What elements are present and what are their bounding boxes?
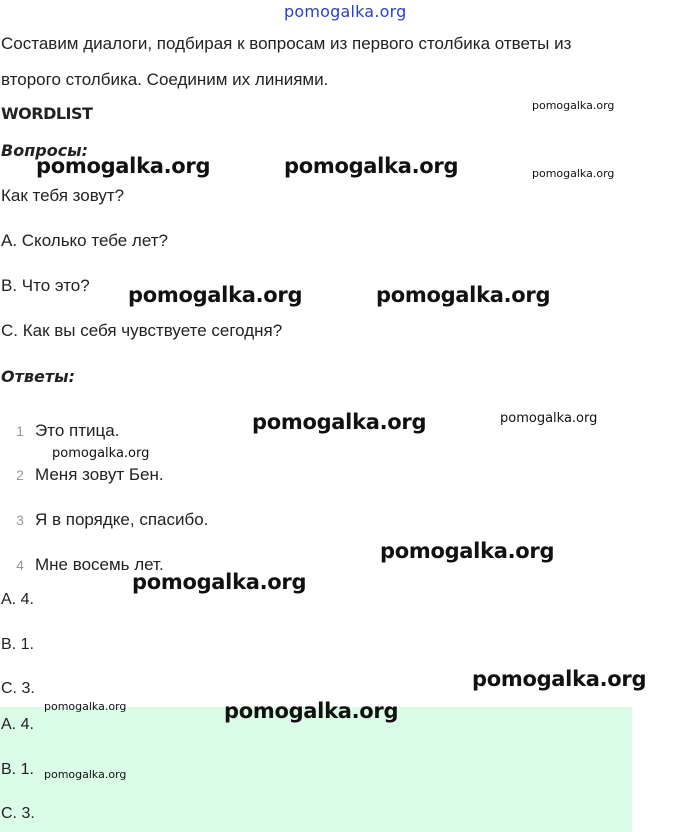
answers-heading: Ответы: <box>1 367 75 386</box>
watermark: pomogalka.org <box>472 667 647 691</box>
watermark: pomogalka.org <box>44 768 127 781</box>
questions-heading: Вопросы: <box>1 141 89 160</box>
answer-text: Это птица. <box>35 421 120 440</box>
solution-match-item: B. 1. <box>1 761 34 778</box>
watermark: pomogalka.org <box>380 539 555 563</box>
match-item: B. 1. <box>1 636 34 653</box>
site-header-link[interactable]: pomogalka.org <box>284 2 407 21</box>
match-item: A. 4. <box>1 591 34 608</box>
watermark: pomogalka.org <box>252 410 427 434</box>
solution-match-item: A. 4. <box>1 716 34 733</box>
task-intro-line-2: второго столбика. Соединим их линиями. <box>1 70 329 89</box>
wordlist-heading: WORDLIST <box>1 104 93 123</box>
question-item: A. Сколько тебе лет? <box>1 231 168 250</box>
watermark: pomogalka.org <box>532 99 615 112</box>
question-item: B. Что это? <box>1 276 90 295</box>
match-item: C. 3. <box>1 680 35 697</box>
watermark: pomogalka.org <box>132 570 307 594</box>
watermark: pomogalka.org <box>500 411 598 426</box>
answer-item <box>0 465 300 487</box>
answer-text: Меня зовут Бен. <box>35 465 164 484</box>
watermark: pomogalka.org <box>224 699 399 723</box>
task-intro-line-1: Составим диалоги, подбирая к вопросам из первого столбика ответы из <box>1 34 572 53</box>
watermark: pomogalka.org <box>128 283 303 307</box>
watermark: pomogalka.org <box>376 283 551 307</box>
answer-number: 4 <box>16 557 24 573</box>
watermark: pomogalka.org <box>52 446 150 461</box>
answer-number: 1 <box>16 423 24 439</box>
watermark: pomogalka.org <box>532 167 615 180</box>
watermark: pomogalka.org <box>36 154 211 178</box>
watermark: pomogalka.org <box>44 700 127 713</box>
answer-text: Я в порядке, спасибо. <box>35 510 209 529</box>
question-item: C. Как вы себя чувствуете сегодня? <box>1 321 283 340</box>
answer-text: Мне восемь лет. <box>35 555 164 574</box>
answer-number: 2 <box>16 467 24 483</box>
question-item: Как тебя зовут? <box>1 186 125 205</box>
solution-match-item: C. 3. <box>1 805 35 822</box>
watermark: pomogalka.org <box>284 154 459 178</box>
answer-item <box>0 510 300 532</box>
answer-number: 3 <box>16 512 24 528</box>
